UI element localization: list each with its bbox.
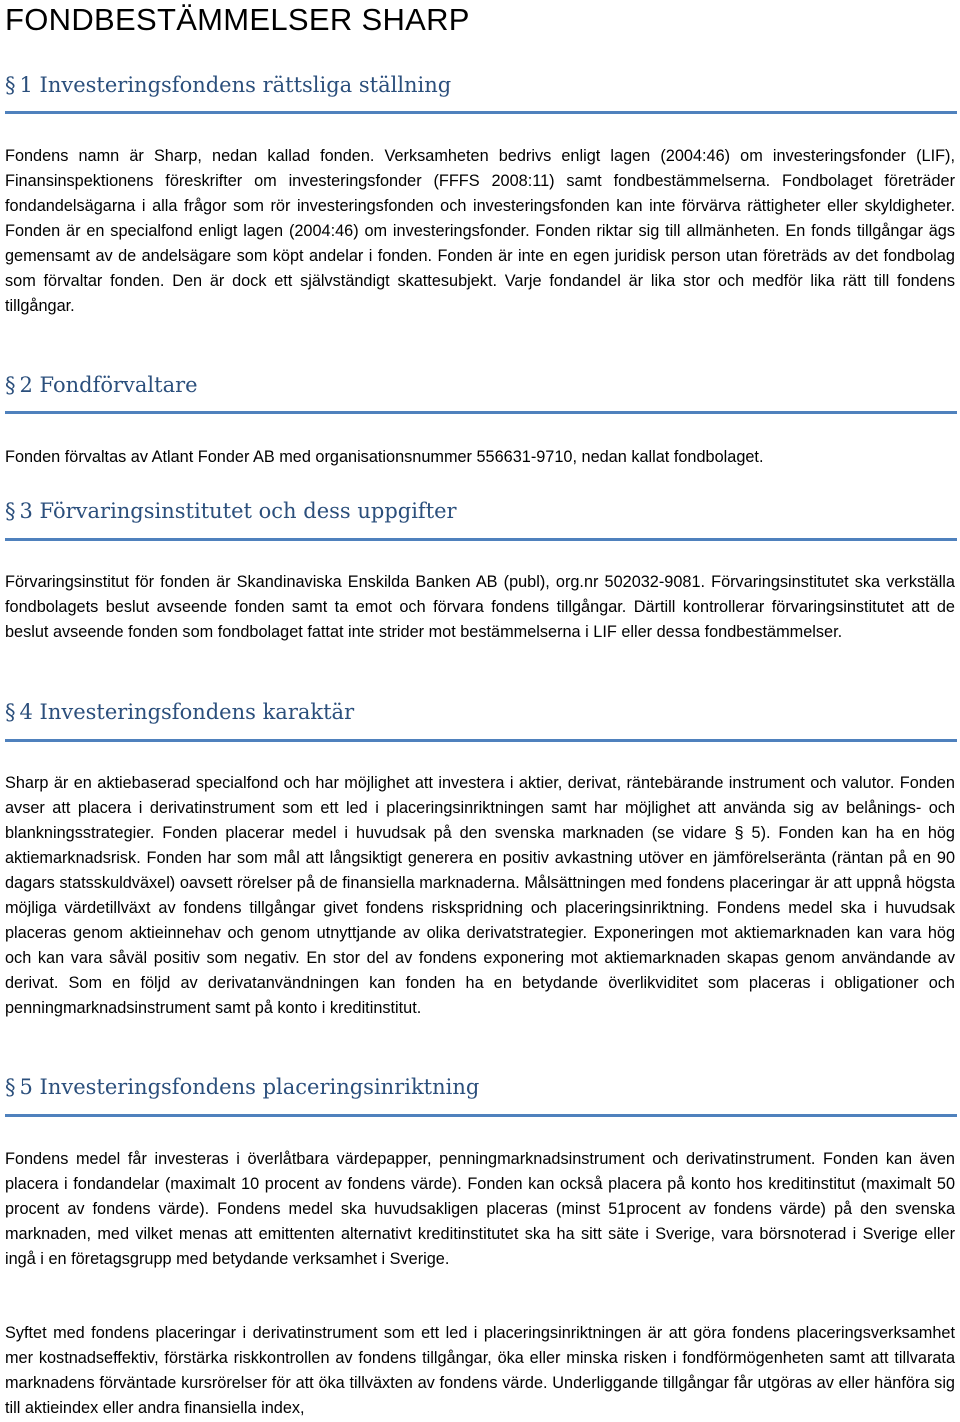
section-sign-icon: § — [5, 1075, 16, 1099]
document-title: FONDBESTÄMMELSER SHARP — [5, 2, 470, 37]
section-heading-4 — [5, 697, 354, 727]
heading-rule — [5, 1114, 957, 1117]
section-2-paragraph: Fonden förvaltas av Atlant Fonder AB med organisationsnummer 556631-9710, nedan kallat fondbolaget. — [5, 448, 764, 466]
section-heading-5 — [5, 1072, 479, 1102]
section-sign-icon: § — [5, 373, 16, 397]
section-sign-icon: § — [5, 499, 16, 523]
section-5-paragraph-2: Syftet med fondens placeringar i derivatinstrument som ett led i placeringsinriktningen är att göra fondens placeringsverksamhet mer kostnadseffektiv, förstärka riskkontrollen av fondens tillgångar, öka eller minska risken i fondförmögenheten samt att tillvarata marknadens förväntade kursrörelser för att öka tillväxten av fondens värde. Underliggande tillgångar får utgöras av eller hänföra sig till aktieindex eller andra finansiella index, — [5, 1324, 955, 1417]
section-sign-icon: § — [5, 73, 16, 97]
heading-rule — [5, 739, 957, 742]
section-heading-1 — [5, 70, 451, 100]
section-heading-text: 4 Investeringsfondens karaktär — [19, 700, 355, 724]
heading-rule — [5, 111, 957, 114]
heading-rule — [5, 411, 957, 414]
section-heading-text: 3 Förvaringsinstitutet och dess uppgifter — [19, 499, 457, 523]
section-3-paragraph: Förvaringsinstitut för fonden är Skandinaviska Enskilda Banken AB (publ), org.nr 502032-9081. Förvaringsinstitutet ska verkställa fondbolagets beslut avseende fonden samt ta emot och förvara fondens tillgångar. Därtill kontrollerar förvaringsinstitutet att de beslut avseende fonden som fondbolaget fattat inte strider mot bestämmelserna i LIF eller dessa fondbestämmelser. — [5, 573, 955, 641]
section-heading-text: 2 Fondförvaltare — [19, 373, 198, 397]
section-heading-2 — [5, 370, 198, 400]
heading-rule — [5, 538, 957, 541]
section-heading-text: 5 Investeringsfondens placeringsinriktning — [19, 1075, 480, 1099]
section-5-paragraph-1: Fondens medel får investeras i överlåtbara värdepapper, penningmarknadsinstrument och derivatinstrument. Fonden kan även placera i fondandelar (maximalt 10 procent av fondens värde). Fonden kan också placera på konto hos kreditinstitut (maximalt 50 procent av fondens värde). Fondens medel ska huvudsakligen placeras (minst 51procent av fondens värde) på den svenska marknaden, med vilket menas att emittenten alternativt kreditinstitutet ska ha sitt säte i Sverige, vara börsnoterad i Sverige eller ingå i en företagsgrupp med betydande verksamhet i Sverige. — [5, 1150, 955, 1268]
section-sign-icon: § — [5, 700, 16, 724]
section-4-paragraph: Sharp är en aktiebaserad specialfond och har möjlighet att investera i aktier, derivat, räntebärande instrument och valutor. Fonden avser att placera i derivatinstrument som ett led i placeringsinriktningen samt har möjlighet att använda sig av belånings- och blankningsstrategier. Fonden placerar medel i huvudsak på den svenska marknaden (se vidare § 5). Fonden kan ha en hög aktiemarknadsrisk. Fonden har som mål att långsiktigt generera en positiv avkastning utöver en jämförelseränta (räntan på en 90 dagars statsskuldväxel) oavsett rörelser på de finansiella marknaderna. Målsättningen med fondens placeringar är att uppnå högsta möjliga värdetillväxt av fondens tillgångar givet fondens riskspridning och placeringsinriktning. Fondens medel ska i huvudsak placeras genom aktieinnehav och genom utnyttjande av olika derivatstrategier. Exponeringen mot aktiemarknaden kan vara hög och kan vara såväl positiv som negativ. En stor del av fondens exponering mot aktiemarknaden skapas genom användande av derivat. Som en följd av derivatanvändningen kan fonden ha en betydande överlikviditet som placeras i obligationer och penningmarknadsinstrument samt på konto i kreditinstitut. — [5, 774, 955, 1017]
section-heading-text: 1 Investeringsfondens rättsliga ställning — [19, 73, 452, 97]
section-heading-3 — [5, 496, 457, 526]
section-1-paragraph: Fondens namn är Sharp, nedan kallad fonden. Verksamheten bedrivs enligt lagen (2004:46) om investeringsfonder (LIF), Finansinspektionens föreskrifter om investeringsfonder (FFFS 2008:11) samt fondbestämmelserna. Fondbolaget företräder fondandelsägarna i alla frågor som rör investeringsfonden och investeringsfonden kan inte förvärva rättigheter eller skyldigheter. Fonden är en specialfond enligt lagen (2004:46) om investeringsfonder. Fonden riktar sig till allmänheten. En fonds tillgångar ägs gemensamt av de andelsägare som köpt andelar i fonden. Fonden är inte en egen juridisk person utan företräds av det fondbolag som förvaltar fonden. Den är dock ett självständigt skattesubjekt. Varje fondandel är lika stor och medför lika rätt till fondens tillgångar. — [5, 147, 955, 315]
